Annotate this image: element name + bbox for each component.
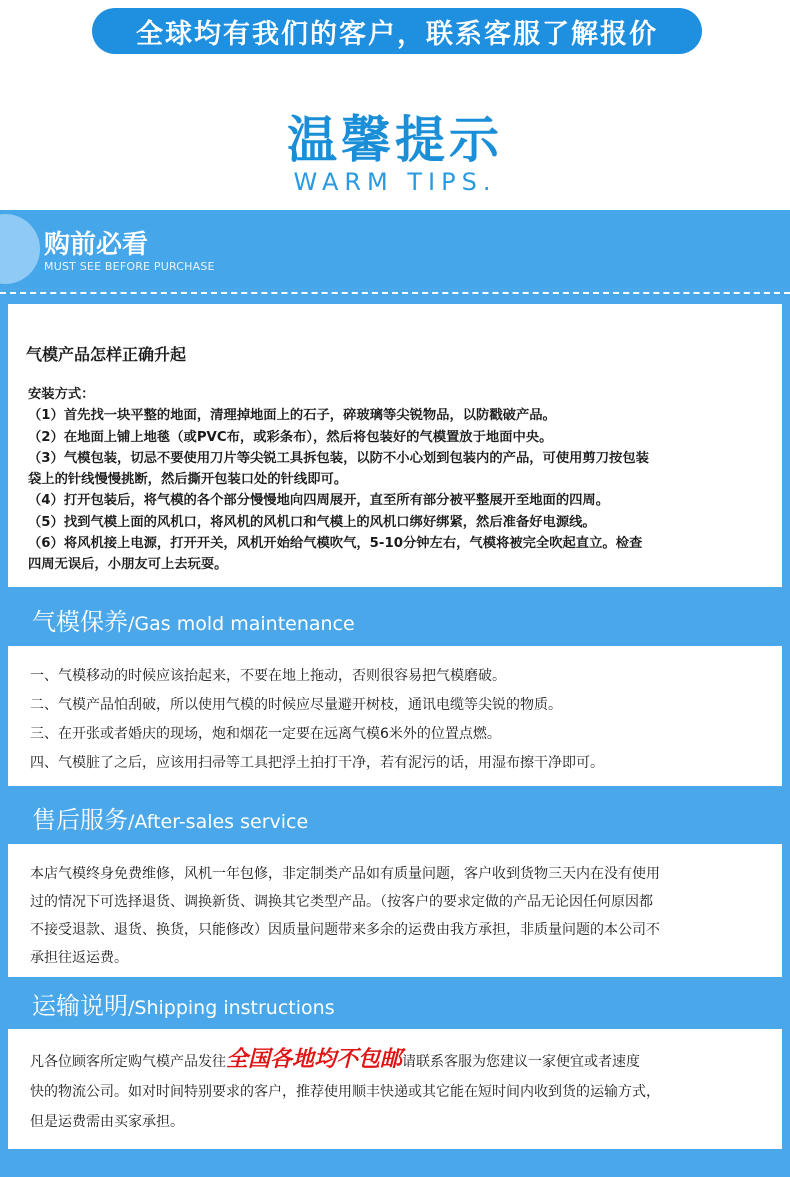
shipping-line1-post: 请联系客服为您建议一家便宜或者速度 <box>402 1054 641 1070</box>
contact-banner: 全球均有我们的客户，联系客服了解报价 <box>92 8 702 54</box>
panel-header <box>0 210 790 288</box>
maintenance-title-cn: 气模保养 <box>32 608 128 636</box>
tips-title: 温馨提示 <box>287 111 503 169</box>
aftersales-title-cn: 售后服务 <box>32 806 128 834</box>
install-line: （2）在地面上铺上地毯（或PVC布，或彩条布），然后将包装好的气模置放于地面中央。 <box>28 429 553 445</box>
install-box <box>8 304 782 587</box>
shipping-box <box>8 1029 782 1149</box>
shipping-line <box>30 1045 770 1077</box>
aftersales-line: 不接受退款、退货、换货，只能修改）因质量问题带来多余的运费由我方承担，非质量问题的本公司不 <box>30 922 660 938</box>
install-line: （1）首先找一块平整的地面，清理掉地面上的石子，碎玻璃等尖锐物品，以防戳破产品。 <box>28 408 556 424</box>
install-steps <box>28 384 780 576</box>
shipping-title-cn: 运输说明 <box>32 992 128 1020</box>
aftersales-line: 承担往返运费。 <box>30 950 128 966</box>
header-title: 购前必看 <box>44 230 149 260</box>
maintenance-line: 三、在开张或者婚庆的现场，炮和烟花一定要在远离气模6米外的位置点燃。 <box>30 726 501 742</box>
maintenance-box <box>8 646 782 786</box>
aftersales-title-en: /After-sales service <box>128 811 309 833</box>
install-line: 安装方式： <box>28 387 95 402</box>
shipping-line: 快的物流公司。如对时间特别要求的客户，推荐使用顺丰快递或其它能在短时间内收到货的运输方式， <box>30 1084 660 1100</box>
install-line: （3）气模包装，切忌不要使用刀片等尖锐工具拆包装，以防不小心划到包装内的产品，可使用剪刀按包装 <box>28 450 649 466</box>
aftersales-line: 过的情况下可选择退货、调换新货、调换其它类型产品。（按客户的要求定做的产品无论因任何原因都 <box>30 894 653 910</box>
tips-subtitle: WARM TIPS. <box>293 168 497 196</box>
install-line: 袋上的针线慢慢挑断，然后撕开包装口处的针线即可。 <box>28 472 348 488</box>
install-line: 四周无误后，小朋友可上去玩耍。 <box>28 557 228 573</box>
shipping-line: 但是运费需由买家承担。 <box>30 1114 184 1130</box>
install-title: 气模产品怎样正确升起 <box>26 345 187 364</box>
shipping-line1-pre: 凡各位顾客所定购气模产品发往 <box>30 1054 226 1070</box>
header-subtitle: MUST SEE BEFORE PURCHASE <box>44 260 215 273</box>
install-line: （6）将风机接上电源，打开开关，风机开始给气模吹气，5-10分钟左右，气模将被完全吹起直立。检查 <box>28 536 643 552</box>
aftersales-heading <box>32 800 308 835</box>
free-shipping-highlight: 全国各地均不包邮 <box>226 1047 403 1072</box>
maintenance-title-en: /Gas mold maintenance <box>128 613 355 635</box>
dashed-divider <box>0 292 790 294</box>
install-line: （4）打开包装后，将气模的各个部分慢慢地向四周展开，直至所有部分被平整展开至地面的四周。 <box>28 493 610 509</box>
maintenance-line: 一、气模移动的时候应该抬起来，不要在地上拖动，否则很容易把气模磨破。 <box>30 668 506 684</box>
maintenance-line: 二、气模产品怕刮破，所以使用气模的时候应尽量避开树枝，通讯电缆等尖锐的物质。 <box>30 697 562 713</box>
aftersales-box <box>8 844 782 977</box>
shipping-title-en: /Shipping instructions <box>128 997 335 1019</box>
maintenance-heading <box>32 602 355 637</box>
aftersales-line: 本店气模终身免费维修，风机一年包修，非定制类产品如有质量问题，客户收到货物三天内在没有使用 <box>30 866 660 882</box>
header-circle-decoration <box>0 214 40 284</box>
shipping-heading <box>32 986 335 1021</box>
install-line: （5）找到气模上面的风机口，将风机的风机口和气模上的风机口绑好绑紧，然后准备好电源线。 <box>28 514 596 530</box>
maintenance-line: 四、气模脏了之后，应该用扫帚等工具把浮土拍打干净，若有泥污的话，用湿布擦干净即可。 <box>30 755 604 771</box>
info-panel <box>0 210 790 1177</box>
